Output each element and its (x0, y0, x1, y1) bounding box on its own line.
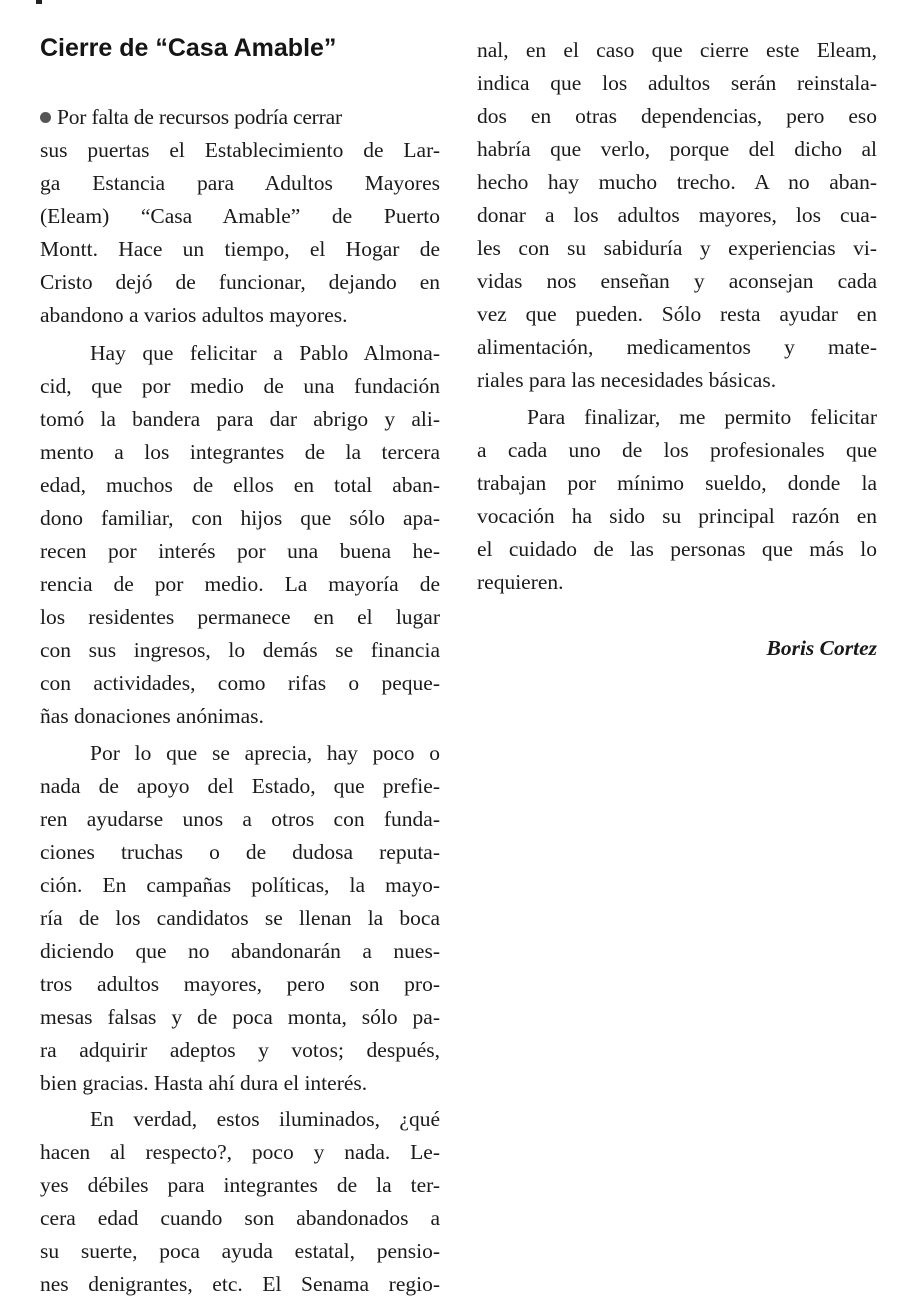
body-line: yes débiles para integrantes de la ter- (40, 1173, 440, 1197)
body-line: su suerte, poca ayuda estatal, pensio- (40, 1239, 440, 1263)
body-line: con actividades, como rifas o peque- (40, 671, 440, 695)
body-line: Por falta de recursos podría cerrar (40, 101, 440, 134)
bullet-icon (40, 112, 51, 123)
body-line: ren ayudarse unos a otros con funda- (40, 807, 440, 831)
body-line: hecho hay mucho trecho. A no aban- (477, 170, 877, 194)
body-line: vez que pueden. Sólo resta ayudar en (477, 302, 877, 326)
body-line: habría que verlo, porque del dicho al (477, 137, 877, 161)
body-line: ga Estancia para Adultos Mayores (40, 171, 440, 195)
body-line: recen por interés por una buena he- (40, 539, 440, 563)
body-line: ra adquirir adeptos y votos; después, (40, 1038, 440, 1062)
body-line: En verdad, estos iluminados, ¿qué (90, 1107, 440, 1131)
body-line: diciendo que no abandonarán a nues- (40, 939, 440, 963)
body-line: con sus ingresos, lo demás se financia (40, 638, 440, 662)
body-line: vocación ha sido su principal razón en (477, 504, 877, 528)
body-line: nal, en el caso que cierre este Eleam, (477, 38, 877, 62)
body-line: edad, muchos de ellos en total aban- (40, 473, 440, 497)
body-line: les con su sabiduría y experiencias vi- (477, 236, 877, 260)
body-line: bien gracias. Hasta ahí dura el interés. (40, 1071, 368, 1095)
body-line: alimentación, medicamentos y mate- (477, 335, 877, 359)
body-line: Para finalizar, me permito felicitar (527, 405, 877, 429)
body-line: mesas falsas y de poca monta, sólo pa- (40, 1005, 440, 1029)
body-line: indica que los adultos serán reinstala- (477, 71, 877, 95)
body-line: Hay que felicitar a Pablo Almona- (90, 341, 440, 365)
body-line: dos en otras dependencias, pero eso (477, 104, 877, 128)
body-line: Montt. Hace un tiempo, el Hogar de (40, 237, 440, 261)
body-line: Cristo dejó de funcionar, dejando en (40, 270, 440, 294)
body-line: tomó la bandera para dar abrigo y ali- (40, 407, 440, 431)
body-line: rencia de por medio. La mayoría de (40, 572, 440, 596)
body-line: sus puertas el Establecimiento de Lar- (40, 138, 440, 162)
body-line: cera edad cuando son abandonados a (40, 1206, 440, 1230)
body-line: el cuidado de las personas que más lo (477, 537, 877, 561)
body-line: mento a los integrantes de la tercera (40, 440, 440, 464)
body-line: donar a los adultos mayores, los cua- (477, 203, 877, 227)
body-line: tros adultos mayores, pero son pro- (40, 972, 440, 996)
body-line: riales para las necesidades básicas. (477, 368, 777, 392)
author-signature: Boris Cortez (766, 636, 877, 660)
body-line: vidas nos enseñan y aconsejan cada (477, 269, 877, 293)
body-line: a cada uno de los profesionales que (477, 438, 877, 462)
body-line: cid, que por medio de una fundación (40, 374, 440, 398)
article-title: Cierre de “Casa Amable” (40, 34, 337, 62)
body-line: ciones truchas o de dudosa reputa- (40, 840, 440, 864)
body-line: trabajan por mínimo sueldo, donde la (477, 471, 877, 495)
body-line: ría de los candidatos se llenan la boca (40, 906, 440, 930)
body-line: Por lo que se aprecia, hay poco o (90, 741, 440, 765)
body-line: dono familiar, con hijos que sólo apa- (40, 506, 440, 530)
body-line: ñas donaciones anónimas. (40, 704, 264, 728)
body-line: (Eleam) “Casa Amable” de Puerto (40, 204, 440, 228)
body-line: ción. En campañas políticas, la mayo- (40, 873, 440, 897)
body-line: nada de apoyo del Estado, que prefie- (40, 774, 440, 798)
clipping-mark (36, 0, 42, 4)
body-line: los residentes permanece en el lugar (40, 605, 440, 629)
body-line: abandono a varios adultos mayores. (40, 303, 348, 327)
body-line: nes denigrantes, etc. El Senama regio- (40, 1272, 440, 1296)
body-line: requieren. (477, 570, 564, 594)
body-line: hacen al respecto?, poco y nada. Le- (40, 1140, 440, 1164)
